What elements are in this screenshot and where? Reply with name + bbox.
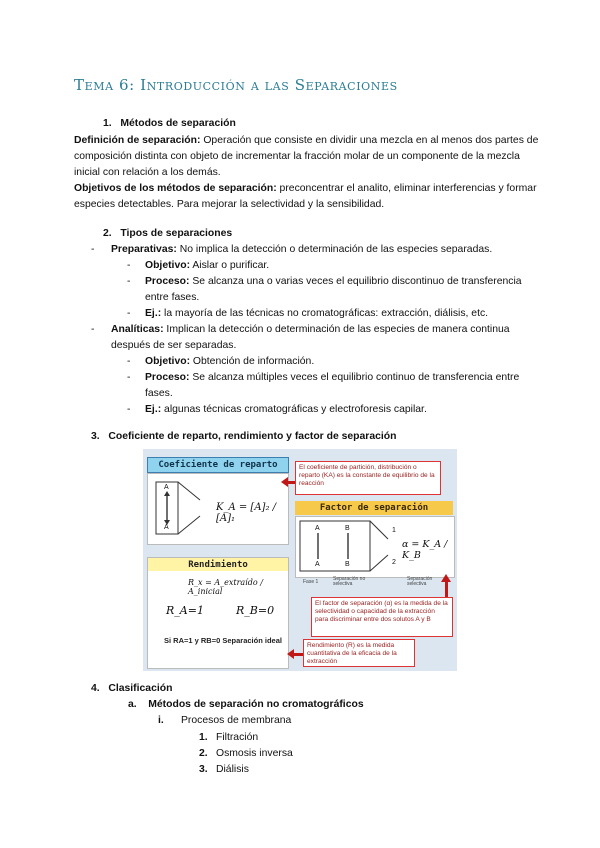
section-number: 1. — [103, 118, 112, 129]
factor-formula: α = K_A / K_B — [402, 539, 448, 561]
list-item-text: Osmosis inversa — [216, 748, 293, 759]
bullet-dash: - — [127, 276, 131, 287]
analiticas-line: Analíticas: Implican la detección o determinación de las especies de manera continua — [111, 324, 510, 335]
r-a-value: R_A=1 — [166, 604, 204, 617]
prep-process: Proceso: Se alcanza una o varias veces el equilibrio discontinuo de transferencia — [145, 276, 522, 287]
subsection-i-text: Procesos de membrana — [181, 715, 292, 726]
arrow-left-icon — [293, 653, 303, 656]
small-caption-mid: Separación no selectiva — [333, 576, 366, 587]
label-b-top: B — [345, 525, 350, 532]
anal-objective: Objetivo: Obtención de información. — [145, 356, 315, 367]
section-3-heading: 3. Coeficiente de reparto, rendimiento y factor de separación — [91, 431, 397, 442]
list-item: 2. — [199, 748, 208, 759]
phase-label-a: A — [164, 484, 169, 491]
section-1-heading — [103, 117, 236, 130]
phase-label-a: A — [164, 524, 169, 531]
bullet-dash: - — [91, 324, 95, 335]
section-title: Métodos de separación — [120, 118, 236, 129]
rend-formula: R_x = A_extraído / A_inicial — [188, 578, 263, 596]
label-a-top: A — [315, 525, 320, 532]
r-b-value: R_B=0 — [236, 604, 275, 617]
list-item-text: Diálisis — [216, 764, 249, 775]
separation-figure — [143, 449, 457, 671]
list-item-text: Filtración — [216, 732, 259, 743]
phase-2-label: 2 — [392, 559, 396, 566]
objectives-line: Objetivos de los métodos de separación: preconcentrar el analito, eliminar interferencias y formar — [74, 183, 537, 194]
small-caption-right: Separación selectiva — [407, 576, 433, 587]
anal-example: Ej.: algunas técnicas cromatográficas y electroforesis capilar. — [145, 404, 427, 415]
bullet-dash: - — [127, 356, 131, 367]
rend-panel — [147, 557, 289, 669]
section-4-heading: 4. Clasificación — [91, 683, 173, 694]
rend-header: Rendimiento — [148, 558, 288, 571]
anal-process: Proceso: Se alcanza múltiples veces el equilibrio continuo de transferencia entre — [145, 372, 520, 383]
rend-note: Rendimiento (R) es la medida cuantitativa de la eficacia de la extracción — [303, 639, 415, 667]
factor-note: El factor de separación (α) es la medida de la selectividad o capacidad de la extracción para discriminar entre dos solutos A y B — [311, 597, 453, 637]
anal-process: fases. — [145, 388, 173, 399]
list-item: 3. — [199, 764, 208, 775]
prep-objective: Objetivo: Aislar o purificar. — [145, 260, 270, 271]
arrow-up-icon — [445, 581, 448, 597]
coef-panel — [147, 473, 289, 545]
objectives-line: especies detectables. Para mejorar la selectividad y la sensibilidad. — [74, 199, 385, 210]
list-item: 1. — [199, 732, 208, 743]
coef-header: Coeficiente de reparto — [147, 457, 289, 473]
definition-line: Definición de separación: Operación que consiste en dividir una mezcla en al menos dos partes de — [74, 135, 539, 146]
definition-line: inicial con relación a los demás. — [74, 167, 221, 178]
bullet-dash: - — [127, 404, 131, 415]
bullet-dash: - — [127, 308, 131, 319]
coef-note: El coeficiente de partición, distribución o reparto (KA) es la constante de equilibrio de la reacción — [295, 461, 441, 495]
section-2-heading: 2. Tipos de separaciones — [103, 228, 233, 239]
subsection-a-heading: a. Métodos de separación no cromatográficos — [128, 699, 364, 710]
analiticas-line: después de ser separadas. — [111, 340, 237, 351]
factor-header: Factor de separación — [295, 501, 453, 515]
prep-example: Ej.: la mayoría de las técnicas no cromatográficas: extracción, diálisis, etc. — [145, 308, 489, 319]
label-a-bottom: A — [315, 561, 320, 568]
subsection-i: i. — [158, 715, 164, 726]
bullet-dash: - — [127, 372, 131, 383]
factor-panel — [295, 516, 455, 578]
prep-process: entre fases. — [145, 292, 200, 303]
definition-line: composición distinta con objeto de incrementar la fracción molar de un componente de la mezcla — [74, 151, 520, 162]
page-title: Tema 6: Introducción a las Separaciones — [74, 76, 398, 94]
label-b-bottom: B — [345, 561, 350, 568]
coef-formula: K_A = [A]₂ / [A]₁ — [216, 502, 277, 524]
bullet-dash: - — [127, 260, 131, 271]
small-caption-left: Fase 1 — [303, 579, 319, 585]
rend-caption: Si RA=1 y RB=0 Separación ideal — [164, 636, 282, 645]
arrow-left-icon — [287, 481, 295, 484]
preparativas-line: Preparativas: No implica la detección o determinación de las especies separadas. — [111, 244, 493, 255]
bullet-dash: - — [91, 244, 95, 255]
phase-1-label: 1 — [392, 527, 396, 534]
